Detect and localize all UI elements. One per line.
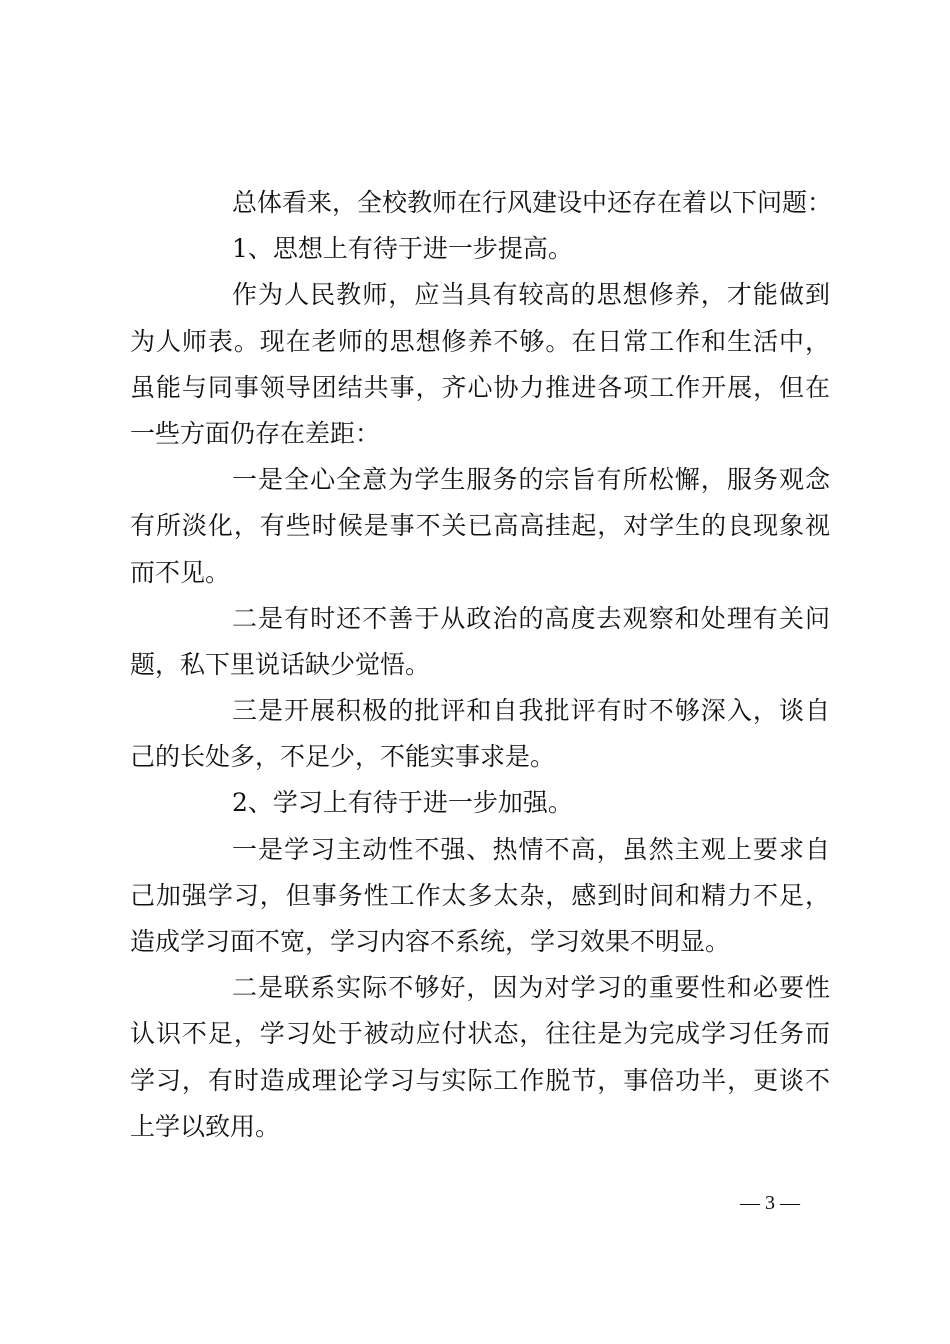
- text-line: 三是开展积极的批评和自我批评有时不够深入，谈自: [232, 696, 830, 726]
- text-line: 一是全心全意为学生服务的宗旨有所松懈，服务观念: [232, 465, 830, 495]
- text-line: 有所淡化，有些时候是事不关已高高挂起，对学生的良现象视: [130, 511, 830, 541]
- paragraph: [130, 780, 830, 826]
- text-line: 己加强学习，但事务性工作太多太杂，感到时间和精力不足，: [130, 880, 830, 910]
- paragraph: [130, 180, 833, 226]
- text-line: 1、思想上有待于进一步提高。: [232, 234, 573, 264]
- paragraph: [130, 457, 830, 596]
- paragraph: [130, 688, 830, 780]
- paragraph: [130, 596, 830, 688]
- text-line: 二是联系实际不够好，因为对学习的重要性和必要性: [232, 973, 830, 1003]
- text-line: 2、学习上有待于进一步加强。: [232, 788, 573, 818]
- text-line: 虽能与同事领导团结共事，齐心协力推进各项工作开展，但在: [130, 372, 830, 402]
- text-line: 造成学习面不宽，学习内容不系统，学习效果不明显。: [130, 927, 731, 956]
- paragraph: [130, 827, 830, 966]
- text-line: 二是有时还不善于从政治的高度去观察和处理有关问: [232, 603, 830, 633]
- page-number: — 3 —: [740, 1192, 800, 1214]
- text-line: 上学以致用。: [130, 1111, 281, 1141]
- text-line: 总体看来，全校教师在行风建设中还存在着以下问题：: [232, 188, 833, 217]
- text-line: 己的长处多，不足少，不能实事求是。: [130, 742, 556, 772]
- text-line: 作为人民教师，应当具有较高的思想修养，才能做到: [232, 280, 830, 310]
- text-line: 而不见。: [130, 557, 231, 587]
- text-line: 学习，有时造成理论学习与实际工作脱节，事倍功半，更谈不: [130, 1065, 830, 1095]
- paragraph: [130, 226, 830, 272]
- paragraph: [130, 965, 830, 1150]
- paragraph: [130, 272, 830, 457]
- text-line: 题，私下里说话缺少觉悟。: [130, 649, 431, 679]
- text-line: 认识不足，学习处于被动应付状态，往往是为完成学习任务而: [130, 1019, 830, 1049]
- text-line: 一些方面仍存在差距：: [130, 418, 381, 448]
- text-line: 一是学习主动性不强、热情不高，虽然主观上要求自: [232, 834, 830, 864]
- document-body: [130, 180, 833, 1150]
- text-line: 为人师表。现在老师的思想修养不够。在日常工作和生活中，: [130, 326, 830, 356]
